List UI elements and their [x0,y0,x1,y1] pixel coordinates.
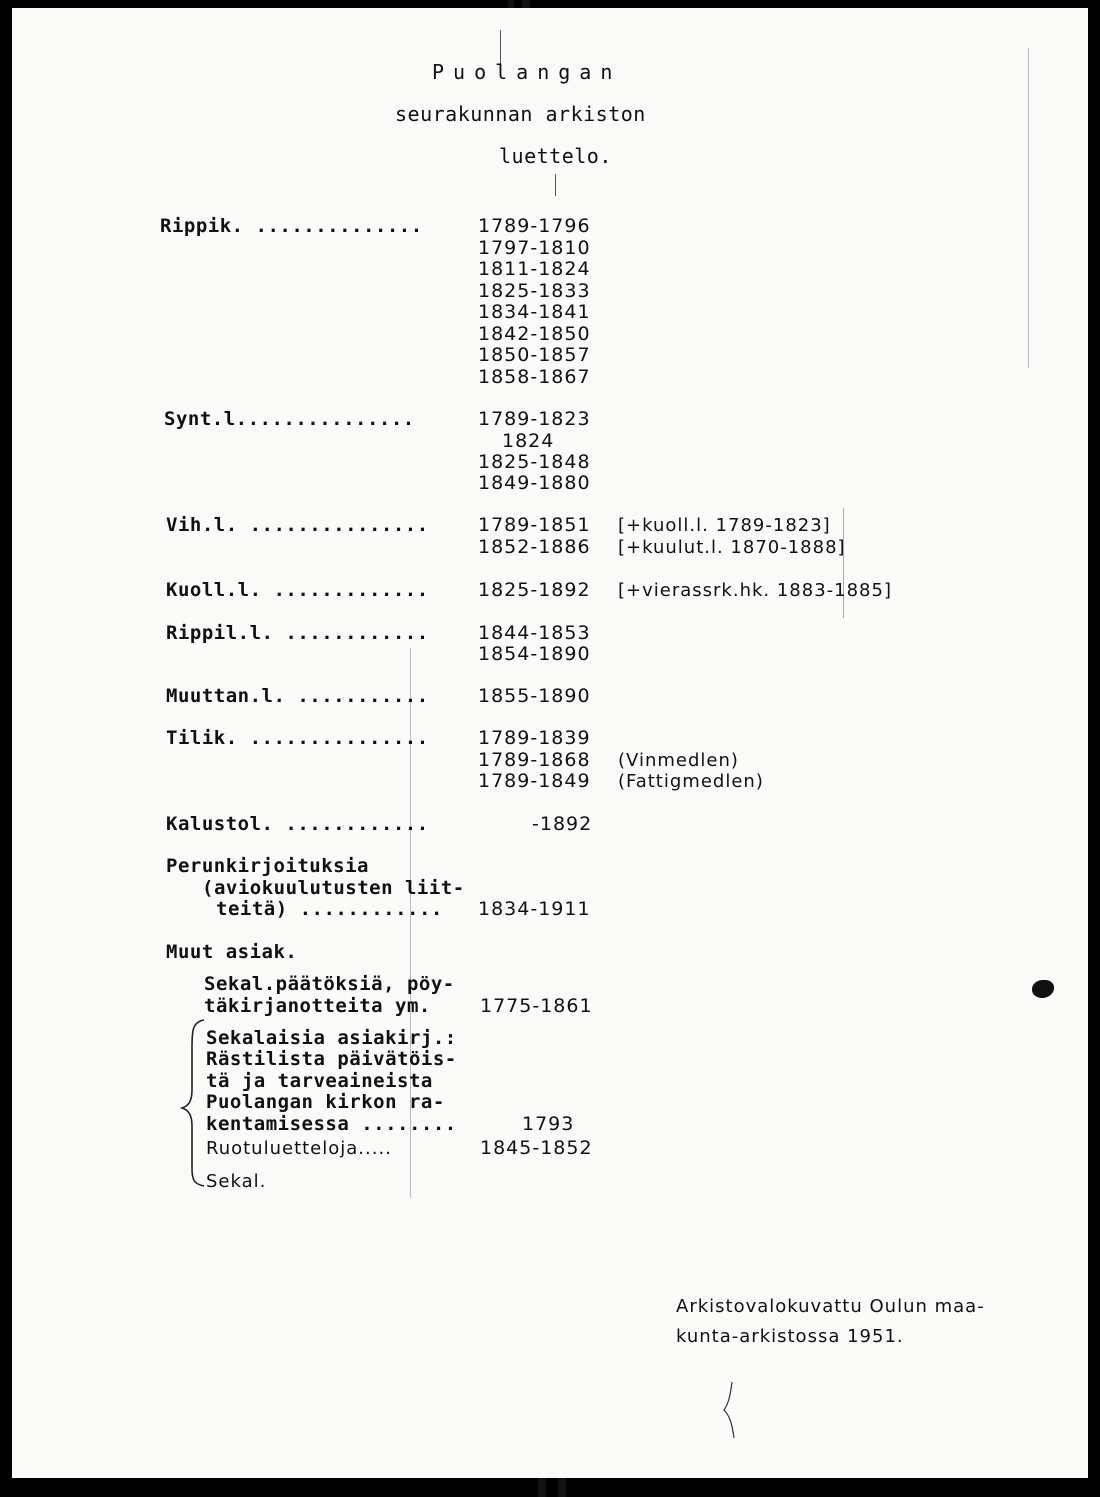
year-range: 1844-1853 [478,622,591,644]
year-range: -1892 [532,813,593,835]
entry-label-sekal: Sekal.päätöksiä, pöy- [204,973,455,995]
entry-note: [+vierassrk.hk. 1883-1885] [618,580,892,601]
entry-label-line: Puolangan kirkon ra- [206,1091,445,1113]
entry-label-sekalaisia: Sekalaisia asiakirj.: [206,1027,457,1049]
entry-label-rippil: Rippil.l. ............ [166,622,429,644]
year-range: 1850-1857 [478,344,591,366]
scan-mark-right-column [843,508,844,618]
entry-label-muuttan: Muuttan.l. ........... [166,685,429,707]
year-range: 1824 [502,430,555,452]
entry-label-sekal-2: Sekal. [206,1171,267,1192]
entry-label-kalustol: Kalustol. ............ [166,813,429,835]
year-range: 1789-1851 [478,514,591,536]
entry-label-line: teitä) ............ [216,898,443,920]
entry-label-line: kentamisessa ........ [206,1113,457,1135]
entry-note: (Fattigmedlen) [618,771,764,792]
entry-label-synt: Synt.l............... [164,408,415,430]
year-range: 1858-1867 [478,366,591,388]
year-range: 1834-1841 [478,301,591,323]
year-range: 1825-1892 [478,579,591,601]
document-page [12,8,1088,1478]
entry-label-line: täkirjanotteita ym. [204,995,431,1017]
entry-label-line: tä ja tarveaineista [206,1070,433,1092]
year-range: 1789-1868 [478,749,591,771]
year-range: 1775-1861 [480,995,593,1017]
year-range: 1849-1880 [478,472,591,494]
subtitle-line: seurakunnan arkiston [395,102,646,126]
year-range: 1825-1833 [478,280,591,302]
year-range: 1825-1848 [478,451,591,473]
year-range: 1789-1839 [478,727,591,749]
year-range: 1854-1890 [478,643,591,665]
year-range: 1789-1823 [478,408,591,430]
year-range: 1789-1796 [478,215,591,237]
entry-label-ruotuluetteloja: Ruotuluetteloja..... [206,1138,392,1159]
entry-note: [+kuulut.l. 1870-1888] [618,537,846,558]
footer-note-2: kunta-arkistossa 1951. [676,1326,904,1347]
entry-note: (Vinmedlen) [618,750,739,771]
entry-note: [+kuoll.l. 1789-1823] [618,515,831,536]
entry-label-rippik: Rippik. .............. [160,215,423,237]
pencil-mark [722,1380,742,1440]
scan-mark-right-edge [1028,48,1029,368]
section-heading-muut: Muut asiak. [166,941,298,963]
footer-note: Arkistovalokuvattu Oulun maa- [676,1296,985,1317]
year-range: 1793 [522,1113,575,1135]
page-title: Puolangan [432,60,622,84]
year-range: 1789-1849 [478,770,591,792]
ink-blot [1032,980,1054,998]
scan-mark-center-upper [555,174,556,196]
year-range: 1852-1886 [478,536,591,558]
entry-label-line: Rästilista päivätöis- [206,1048,457,1070]
year-range: 1845-1852 [480,1137,593,1159]
year-range: 1834-1911 [478,898,591,920]
entry-label-perunkirjoituksia: Perunkirjoituksia [166,855,369,877]
year-range: 1811-1824 [478,258,591,280]
year-range: 1797-1810 [478,237,591,259]
subtitle-line-2: luettelo. [499,144,612,168]
year-range: 1855-1890 [478,685,591,707]
entry-label-vih: Vih.l. ............... [166,514,429,536]
year-range: 1842-1850 [478,323,591,345]
entry-label-kuoll: Kuoll.l. ............. [166,579,429,601]
entry-label-tilik: Tilik. ............... [166,727,429,749]
entry-label-line: (aviokuulutusten liit- [202,877,465,899]
